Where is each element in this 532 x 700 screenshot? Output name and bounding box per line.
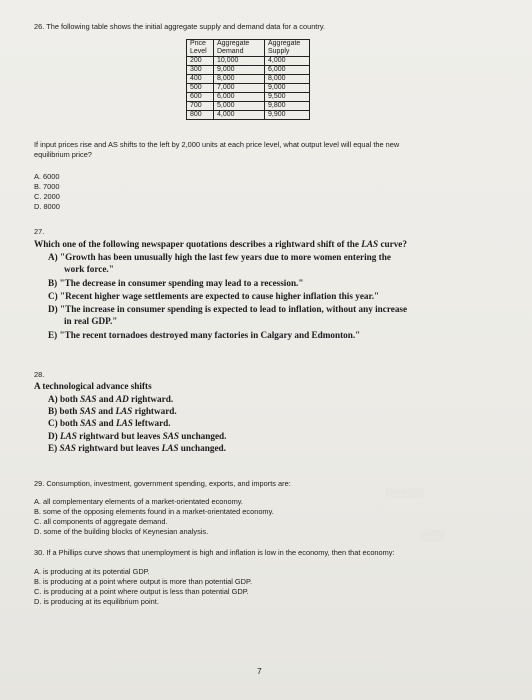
q27-option-a-line-1: A) "Growth has been unusually high the last few years due to more women entering the (48, 252, 391, 262)
cell-supply: 8,000 (265, 75, 310, 84)
cell-price: 300 (187, 66, 214, 75)
q26-option-a: A. 6000 (34, 172, 60, 181)
cell-supply: 4,000 (265, 57, 310, 66)
q27-option-c: C) "Recent higher wage settlements are expected to cause higher inflation this year." (48, 291, 380, 301)
q27-option-b: B) "The decrease in consumer spending may lead to a recession." (48, 278, 304, 288)
page-number: 7 (257, 666, 262, 676)
q29-option-b: B. some of the opposing elements found in a market-orientated economy. (34, 507, 274, 516)
q28-option-a: A) both SAS and AD rightward. (48, 394, 174, 404)
cell-demand: 9,000 (214, 66, 265, 75)
cell-demand: 6,000 (214, 93, 265, 102)
q30-option-d: D. is producing at its equilibrium point. (34, 597, 159, 606)
q30-option-a: A. is producing at its potential GDP. (34, 567, 150, 576)
table-row (187, 66, 310, 75)
q30-option-c: C. is producing at a point where output is less than potential GDP. (34, 587, 249, 596)
q28-stem: A technological advance shifts (34, 381, 152, 391)
q27-option-d-line-2: in real GDP." (64, 316, 118, 326)
cell-demand: 5,000 (214, 102, 265, 111)
cell-demand: 8,000 (214, 75, 265, 84)
q27-option-e: E) "The recent tornadoes destroyed many factories in Calgary and Edmonton." (48, 330, 361, 340)
cell-supply: 9,800 (265, 102, 310, 111)
table-row (187, 57, 310, 66)
q28-option-d: D) LAS rightward but leaves SAS unchanged. (48, 431, 227, 441)
cell-demand: 4,000 (214, 111, 265, 120)
cell-price: 800 (187, 111, 214, 120)
bleed-through-text: ░░░░░░ (385, 488, 424, 498)
cell-supply: 9,000 (265, 84, 310, 93)
q26-option-b: B. 7000 (34, 182, 60, 191)
q27-option-d-line-1: D) "The increase in consumer spending is expected to lead to inflation, without any increase (48, 304, 408, 314)
table-row (187, 84, 310, 93)
q28-option-c: C) both SAS and LAS leftward. (48, 418, 171, 428)
q26-prompt-line-1: If input prices rise and AS shifts to the left by 2,000 units at each price level, what output level will equal the new (34, 140, 400, 149)
q28-option-e: E) SAS rightward but leaves LAS unchanged. (48, 443, 226, 453)
q28-option-b: B) both SAS and LAS rightward. (48, 406, 177, 416)
table-header-row (187, 40, 310, 57)
cell-price: 500 (187, 84, 214, 93)
cell-supply: 9,900 (265, 111, 310, 120)
cell-demand: 10,000 (214, 57, 265, 66)
q26-prompt-line-2: equilibrium price? (34, 150, 92, 159)
q26-title: 26. The following table shows the initial aggregate supply and demand data for a country. (34, 22, 326, 31)
cell-supply: 9,500 (265, 93, 310, 102)
cell-price: 400 (187, 75, 214, 84)
q26-option-c: C. 2000 (34, 192, 60, 201)
q29-option-c: C. all components of aggregate demand. (34, 517, 168, 526)
table-row (187, 75, 310, 84)
aggregate-data-table (186, 39, 310, 120)
q30-stem: 30. If a Phillips curve shows that unemployment is high and inflation is low in the economy, then that economy: (34, 548, 395, 557)
q29-stem: 29. Consumption, investment, government spending, exports, and imports are: (34, 479, 291, 488)
bleed-through-text: ░░░░ (420, 530, 446, 540)
header-price-level: Price Level (187, 40, 214, 57)
q29-option-a: A. all complementary elements of a market-orientated economy. (34, 497, 243, 506)
header-aggregate-supply: Aggregate Supply (265, 40, 310, 57)
q30-option-b: B. is producing at a point where output is more than potential GDP. (34, 577, 253, 586)
cell-demand: 7,000 (214, 84, 265, 93)
cell-supply: 6,000 (265, 66, 310, 75)
q26-option-d: D. 8000 (34, 202, 60, 211)
q27-option-a-line-2: work force." (64, 264, 114, 274)
table-row (187, 111, 310, 120)
table-row (187, 93, 310, 102)
table-row (187, 102, 310, 111)
cell-price: 700 (187, 102, 214, 111)
cell-price: 600 (187, 93, 214, 102)
q28-number: 28. (34, 370, 45, 379)
cell-price: 200 (187, 57, 214, 66)
q27-number: 27. (34, 227, 45, 236)
q29-option-d: D. some of the building blocks of Keynesian analysis. (34, 527, 209, 536)
q27-stem: Which one of the following newspaper quotations describes a rightward shift of the LAS curve? (34, 239, 407, 249)
header-aggregate-demand: Aggregate Demand (214, 40, 265, 57)
lras-term: LAS (361, 239, 379, 249)
